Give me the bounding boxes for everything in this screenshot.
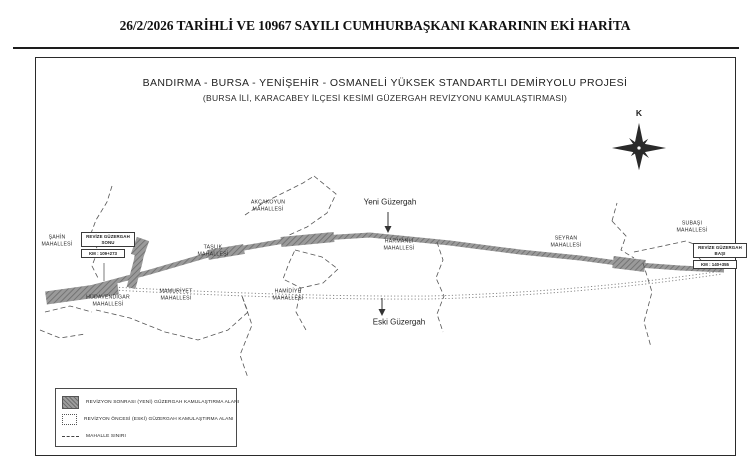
legend-box xyxy=(55,388,240,447)
compass-star-icon xyxy=(610,118,668,178)
legend-item xyxy=(62,394,240,411)
revised-route-km-marker xyxy=(81,232,135,258)
neighborhood-label: MAMURİYET MAHALLESİ xyxy=(159,288,193,301)
legend-item xyxy=(62,428,230,445)
neighborhood-label: SEYRAN MAHALLESİ xyxy=(550,235,582,248)
old-area-symbol-icon xyxy=(62,414,77,425)
neighborhood-label: HARMANLI MAHALLESİ xyxy=(383,238,415,251)
km-marker-title: REVİZE GÜZERGAH SONU xyxy=(81,232,135,247)
legend-item-text: REVİZYON ÖNCESİ (ESKİ) GÜZERGAH KAMULAŞTIRMA ALANI xyxy=(84,417,234,422)
km-marker-title: REVİZE GÜZERGAH BAŞI xyxy=(693,243,747,258)
km-marker-value: KM : 140+355 xyxy=(693,260,737,269)
compass-rose xyxy=(610,108,668,180)
new-route-label: Yeni Güzergah xyxy=(363,197,417,207)
revised-route-km-marker xyxy=(693,243,747,269)
map-title: BANDIRMA - BURSA - YENİŞEHİR - OSMANELİ YÜKSEK STANDARTLI DEMİRYOLU PROJESİ xyxy=(142,77,628,89)
neighborhood-label: HÜDAVENDİGAR MAHALLESİ xyxy=(86,294,130,307)
page-title: 26/2/2026 TARİHLİ VE 10967 SAYILI CUMHURBAŞKANI KARARININ EKİ HARİTA xyxy=(119,18,631,33)
neighborhood-label: SUBAŞI MAHALLESİ xyxy=(676,220,708,233)
neighborhood-label: TAŞLIK MAHALLESİ xyxy=(197,244,229,257)
legend-item-text: MAHALLE SINIRI xyxy=(86,434,126,439)
legend-item-text: REVİZYON SONRASI (YENİ) GÜZERGAH KAMULAŞTIRMA ALANI xyxy=(86,400,240,405)
old-route-label: Eski Güzergah xyxy=(372,317,426,327)
legend-item xyxy=(62,411,234,428)
title-underline xyxy=(13,47,739,49)
legend-rows xyxy=(62,394,240,445)
neighborhood-label: ŞAHİN MAHALLESİ xyxy=(41,234,73,247)
neighborhood-label: AKÇAKOYUN MAHALLESİ xyxy=(250,199,286,212)
compass-north-label: K xyxy=(635,108,643,118)
boundary-symbol-icon xyxy=(62,436,79,437)
map-subtitle: (BURSA İLİ, KARACABEY İLÇESİ KESİMİ GÜZERGAH REVİZYONU KAMULAŞTIRMASI) xyxy=(202,93,568,103)
km-marker-value: KM : 109+273 xyxy=(81,249,125,258)
neighborhood-label: HAMİDİYE MAHALLESİ xyxy=(272,288,304,301)
new-area-symbol-icon xyxy=(62,396,79,409)
